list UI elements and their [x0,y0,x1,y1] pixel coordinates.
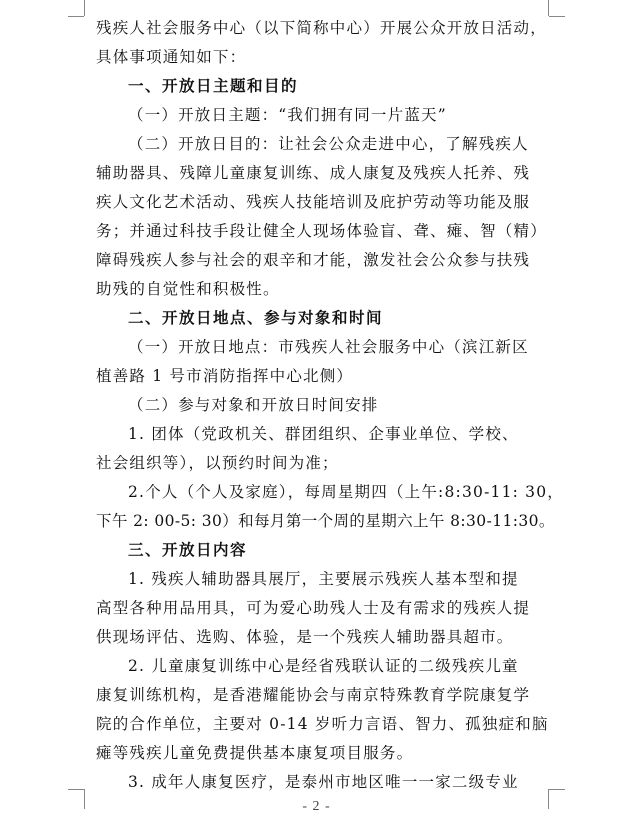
section-heading: 二、开放日地点、参与对象和时间 [128,309,384,327]
crop-mark [84,0,85,16]
body-text-line: 疾人文化艺术活动、残疾人技能培训及庇护劳动等功能及服 [96,193,531,211]
body-text-line: 1. 团体（党政机关、群团组织、企事业单位、学校、 [128,425,519,443]
body-text-line: 2.个人（个人及家庭），每周星期四（上午:8:30-11: 30， [128,483,565,501]
crop-mark [548,0,549,16]
body-text-line: 3. 成年人康复医疗，是泰州市地区唯一一家二级专业 [128,773,519,791]
body-text-line: 社会组织等），以预约时间为准； [96,454,339,472]
body-text-line: （二）参与对象和开放日时间安排 [128,396,379,414]
body-text-line: 下午 2: 00-5: 30）和每月第一个周的星期六上午 8:30-11:30。 [96,512,555,530]
crop-mark [549,789,565,790]
body-text-line: 障碍残疾人参与社会的艰辛和才能，激发社会公众参与扶残 [96,251,531,269]
body-text-line: 院的合作单位，主要对 0-14 岁听力言语、智力、孤独症和脑 [96,715,549,733]
body-text-line: 1. 残疾人辅助器具展厅，主要展示残疾人基本型和提 [128,570,519,588]
body-text-line: 务；并通过科技手段让健全人现场体验盲、聋、瘫、智（精） [96,222,547,240]
body-text-line: 助残的自觉性和积极性。 [96,280,280,298]
body-text-line: 供现场评估、选购、体验，是一个残疾人辅助器具超市。 [96,628,514,646]
body-text-line: 康复训练机构，是香港耀能协会与南京特殊教育学院康复学 [96,686,531,704]
crop-mark [68,789,84,790]
body-text-line: （一）开放日地点：市残疾人社会服务中心（滨江新区 [128,338,529,356]
section-heading: 三、开放日内容 [128,541,248,559]
body-text-line: 具体事项通知如下： [96,48,247,66]
body-text-line: （二）开放日目的：让社会公众走进中心，了解残疾人 [128,135,529,153]
body-text-line: （一）开放日主题：“我们拥有同一片蓝天” [128,106,447,124]
page-number: - 2 - [302,799,331,814]
body-text-line: 植善路 1 号市消防指挥中心北侧） [96,367,354,385]
body-text-line: 辅助器具、残障儿童康复训练、成人康复及残疾人托养、残 [96,164,531,182]
body-text-line: 高型各种用品用具，可为爱心助残人士及有需求的残疾人提 [96,599,531,617]
crop-mark [68,16,84,17]
body-text-line: 2. 儿童康复训练中心是经省残联认证的二级残疾儿童 [128,657,519,675]
body-text-line: 瘫等残疾儿童免费提供基本康复项目服务。 [96,744,414,762]
body-text-line: 残疾人社会服务中心（以下简称中心）开展公众开放日活动， [96,19,547,37]
crop-mark [549,16,565,17]
section-heading: 一、开放日主题和目的 [128,77,299,95]
